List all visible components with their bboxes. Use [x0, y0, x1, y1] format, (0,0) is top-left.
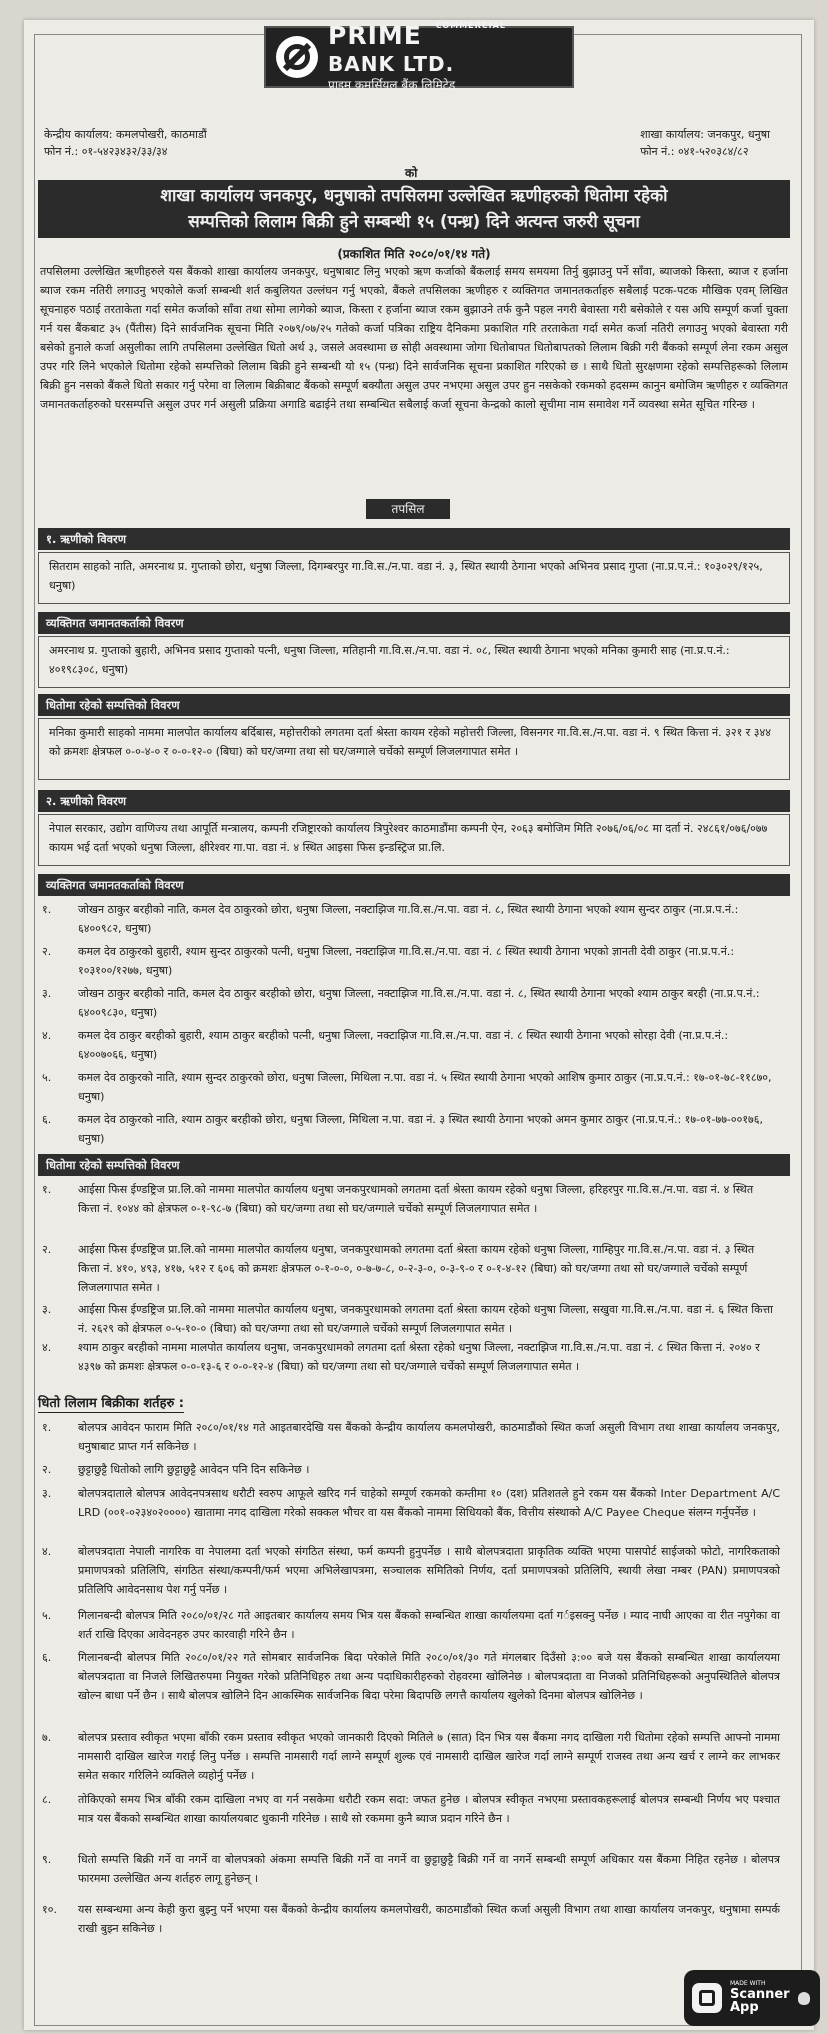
head-office-address: केन्द्रीय कार्यालय: कमलपोखरी, काठमाडौं फोन नं.: ०१-५४२३४३२/३३/३४	[44, 128, 207, 158]
section1-collateral-text: मनिका कुमारी साहको नाममा मालपोत कार्यालय बर्दिबास, महोत्तरीको लगतमा दर्ता श्रेस्ता कायम रहेको महोत्तरी जिल्ला, विसनगर गा.वि.स./न.पा. वडा नं. ९ स्थित कित्ता नं. ३२१ र ३४४ को क्रमशः क्षेत्रफल ०-०-४-० र ०-०-१२-० (बिघा) को घर/जग्गा तथा सो घर/जग्गाले चर्चेको सम्पूर्ण लिजलगापात समेत ।	[38, 718, 790, 780]
badge-made-with: MADE WITH	[730, 1980, 766, 1988]
bank-name-nepali: प्राइम कमर्सियल बैंक लिमिटेड	[328, 77, 456, 92]
section2-borrower-heading: २. ऋणीको विवरण	[38, 790, 790, 812]
branch-office-address: शाखा कार्यालय: जनकपुर, धनुषा फोन नं.: ०४१-५२०३८४/८२	[640, 128, 770, 158]
intro-paragraph: तपसिलमा उल्लेखित ऋणीहरुले यस बैंकको शाखा कार्यालय जनकपुर, धनुषाबाट लिनु भएको ऋण कर्जाको बैंकलाई समय समयमा तिर्नु बुझाउनु पर्ने साँवा, ब्याजको किस्ता, ब्याज र हर्जाना ब्याज रकम नतिरी लगाउनु भएकोले कर्जा सम्बन्धी शर्त कबुलियत उल्लंघन गर्नु भएको, बैंकले तपसिलका ऋणीहरु र व्यक्तिगत जमानतकर्ताहरु सबैलाई पटक-पटक मौखिक एवम् लिखित सूचनाहरु पठाई तरताकेता गर्दा समेत कर्जाको साँवा तथा सोमा लागेको ब्याज, किस्ता र हर्जाना ब्याज रकम बुझाउने तर्फ कुनै पहल नगरी बेवास्ता गरी बसेकोले र यस अघि सम्पूर्ण कर्जा चुक्ता गर्न यस बैंकबाट ३५ (पैंतीस) दिने सार्वजनिक सूचना मिति २०७९/०७/२५ गतेको कर्जा पत्रिका राष्ट्रिय दैनिकमा प्रकाशित गरि तरताकेता गर्दा समेत कर्जा नतिरी लगाउनु भएको बेवास्ता गरी बसेको हुनाले कर्जा असुलीका लागि तपसिलमा उल्लेखित धितो अर्थ ३, जसले अवस्थामा छ सोही अवस्थामा जोगा धितोबापत धितोबापतको लिलाम बिक्री गरी बैंकको सम्पूर्ण लेना रकम असुल उपर गरि लिने भएकोले धितोमा रहेको सम्पत्तिको लिलाम बिक्री हुने सम्बन्धी यो १५ (पन्ध्र) दिने सार्वजनिक सूचना प्रकाशित गरिएको छ । साथै धितो सुरक्षणमा रहेको सम्पत्तिहरूको लिलाम बिक्री हुन नसको बैंकले धितो सकार गर्नु परेमा वा लिलाम बिक्रीबाट बैंकको सम्पूर्ण बक्यौता असुल उपर नभएमा असुल उपर हुन नसकेको रकमको हदसम्म कानुन बमोजिम ऋणीहरु र व्यक्तिगत जमानतकर्ताहरुको घरसम्पत्ति असुल उपर गर्न असुली प्रक्रिया अगाडि बढाईने तथा सम्बन्धित सबैलाई कर्जा सूचना केन्द्रको कालो सूचीमा नाम समावेश गर्ने व्यवस्था समेत सूचित गरिन्छ ।	[40, 265, 788, 411]
notice-title: शाखा कार्यालय जनकपुर, धनुषाको तपसिलमा उल्लेखित ऋणीहरुको धितोमा रहेको सम्पत्तिको लिलाम बिक्री हुने सम्बन्धी १५ (पन्ध्र) दिने अत्यन्त जरुरी सूचना	[38, 180, 790, 238]
bank-name: PRIME $^{COMMERCIAL}$ BANK LTD.	[328, 20, 506, 77]
guarantor-item: ६. कमल देव ठाकुरको नाति, श्याम ठाकुर बरहीको छोरा, धनुषा जिल्ला, मिथिला न.पा. वडा नं. ३ स्थित स्थायी ठेगाना भएको अमन कुमार ठाकुर (ना.प्र.प.नं.: १७-०१-७७-००१७६, धनुषा)	[42, 1113, 763, 1145]
badge-app-name: Scanner	[730, 1986, 790, 2002]
collateral-item: २. आईसा फिस ईण्डष्ट्रिज प्रा.लि.को नाममा मालपोत कार्यालय धनुषा, जनकपुरधामको लगतमा दर्ता श्रेस्ता कायम रहेको धनुषा जिल्ला, गाम्हिपुर गा.वि.स./न.पा. वडा नं. ३ स्थित कित्ता नं. ४१०, ४९३, ४१७, ५१२ र ६०६ को क्रमशः क्षेत्रफल ०-१-०-०, ०-७-७-८, ०-२-३-०, ०-३-९-० र ०-१-४-१२ (बिघा) को घर/जग्गा तथा सो घर/जग्गाले चर्चेको सम्पूर्ण लिजलगापात समेत ।	[42, 1243, 755, 1294]
section1-borrower-text: सितराम साहको नाति, अमरनाथ प्र. गुप्ताको छोरा, धनुषा जिल्ला, दिगम्बरपुर गा.वि.स./न.पा. वडा नं. ३, स्थित स्थायी ठेगाना भएको अभिनव प्रसाद गुप्ता (ना.प्र.प.नं.: १०३०२९/१२५, धनुषा)	[38, 552, 790, 604]
section2-collateral-heading: धितोमा रहेको सम्पत्तिको विवरण	[38, 1154, 790, 1176]
condition-item: ४. बोलपत्रदाता नेपाली नागरिक वा नेपालमा दर्ता भएको संगठित संस्था, फर्म कम्पनी हुनुपर्नेछ । साथै बोलपत्रदाता प्राकृतिक व्यक्ति भएमा पासपोर्ट साईजको फोटो, नागरिकताको प्रमाणपत्रको प्रतिलिपि, संगठित संस्था/कम्पनी/फर्म भएमा अभिलेखापत्रमा, सञ्चालक समितिको निर्णय, दर्ता प्रमाणपत्रको प्रतिलिपि, स्थायी लेखा नम्बर (PAN) प्रमाणपत्रको प्रतिलिपि आवेदनसाथ पेश गर्नु पर्नेछ ।	[42, 1545, 780, 1596]
condition-item: ८. तोकिएको समय भित्र बाँकी रकम दाखिला नभए वा गर्न नसकेमा धरौटी रकम सदा: जफत हुनेछ । बोलपत्र स्वीकृत नभएमा प्रस्तावकहरूलाई बोलपत्र सम्बन्धी निर्णय भए पश्चात मात्र यस बैंकको सम्बन्धित शाखा कार्यालयबाट धुकानी गरिनेछ । साथै सो रकममा कुनै ब्याज प्रदान गरिने छैन ।	[42, 1793, 780, 1825]
badge-app-sub: App	[730, 2000, 759, 2016]
scanner-app-icon	[692, 1983, 722, 2013]
section1-borrower-heading: १. ऋणीको विवरण	[38, 528, 790, 550]
guarantor-item: ५. कमल देव ठाकुरको नाति, श्याम सुन्दर ठाकुरको छोरा, धनुषा जिल्ला, मिथिला न.पा. वडा नं. ५ स्थित स्थायी ठेगाना भएको आशिष कुमार ठाकुर (ना.प्र.प.नं.: १७-०१-७८-११८७०, धनुषा)	[42, 1071, 772, 1103]
condition-item: १०. यस सम्बन्धमा अन्य केही कुरा बुझ्नु पर्ने भएमा यस बैंकको केन्द्रीय कार्यालय कमलपोखरी, काठमाडौंको स्थित कर्जा असुली विभाग तथा शाखा कार्यालय जनकपुर, धनुषामा सम्पर्क राखी बुझ्न सकिनेछ ।	[42, 1903, 780, 1935]
guarantor-item: ४. कमल देव ठाकुर बरहीको बुहारी, श्याम ठाकुर बरहीको पत्नी, धनुषा जिल्ला, नक्टाझिज गा.वि.स./न.पा. वडा नं. ८ स्थित स्थायी ठेगाना भएको सोरहा देवी (ना.प्र.प.नं.: ६४००७०६६, धनुषा)	[42, 1029, 729, 1061]
scanner-app-badge	[684, 1970, 820, 2026]
condition-item: १. बोलपत्र आवेदन फाराम मिति २०८०/०१/१४ गते आइतबारदेखि यस बैंकको केन्द्रीय कार्यालय कमलपोखरी, काठमाडौंको स्थित कर्जा असुली विभाग तथा शाखा कार्यालय जनकपुर, धनुषाबाट प्राप्त गर्न सकिनेछ ।	[42, 1421, 780, 1453]
condition-item: ३. बोलपत्रदाताले बोलपत्र आवेदनपत्रसाथ धरौटी स्वरुप आफूले खरिद गर्न चाहेको सम्पूर्ण रकमको कम्तीमा १० (दश) प्रतिशतले हुने रकम यस बैंकको Inter Department A/C LRD (००१-०२३४०२००००) खातामा नगद दाखिला गरेको सक्कल भौचर वा यस बैंकको नाममा सिधियको बैंक, वित्तीय संस्थाको A/C Payee Cheque संलग्न गर्नुपर्नेछ ।	[42, 1487, 780, 1519]
section1-guarantor-text: अमरनाथ प्र. गुप्ताको बुहारी, अभिनव प्रसाद गुप्ताको पत्नी, धनुषा जिल्ला, मतिहानी गा.वि.स./न.पा. वडा नं. ०८, स्थित स्थायी ठेगाना भएको मनिका कुमारी साह (ना.प्र.प.नं.: ४०१९८३०८, धनुषा)	[38, 636, 790, 688]
section2-borrower-text: नेपाल सरकार, उद्योग वाणिज्य तथा आपूर्ति मन्त्रालय, कम्पनी रजिष्ट्रारको कार्यालय त्रिपुरेश्वर काठमाडौंमा कम्पनी ऐन, २०६३ बमोजिम मिति २०७६/०६/०८ मा दर्ता नं. २४८६१/०७६/०७७ कायम भई दर्ता भएको धनुषा जिल्ला, क्षीरेश्वर गा.पा. वडा नं. ४ स्थित आइसा फिस इन्डस्ट्रिज प्रा.लि.	[38, 814, 790, 866]
publication-date: (प्रकाशित मिति २०८०/०१/१४ गते)	[337, 247, 491, 261]
conditions-heading: धितो लिलाम बिक्रीका शर्तहरु :	[38, 1393, 184, 1413]
section1-collateral-heading: धितोमा रहेको सम्पत्तिको विवरण	[38, 694, 790, 716]
schedule-heading: तपसिल	[366, 499, 450, 519]
collateral-item: १. आईसा फिस ईण्डष्ट्रिज प्रा.लि.को नाममा मालपोत कार्यालय धनुषा जनकपुरधामको लगतमा दर्ता श्रेस्ता कायम रहेको धनुषा जिल्ला, हरिहरपुर गा.वि.स./न.पा. वडा नं. ४ स्थित कित्ता नं. १०४४ को क्षेत्रफल ०-१-९८-७ (बिघा) को घर/जग्गा तथा सो घर/जग्गाले चर्चेको सम्पूर्ण लिजलगापात समेत ।	[42, 1183, 754, 1215]
guarantor-item: ३. जोखन ठाकुर बरहीको नाति, कमल देव ठाकुर बरहीको छोरा, धनुषा जिल्ला, नक्टाझिज गा.वि.स./न.पा. वडा नं. ८, स्थित स्थायी ठेगाना भएको श्याम ठाकुर बरही (ना.प्र.प.नं.: ६४००९८३०, धनुषा)	[42, 987, 760, 1019]
bank-logo	[264, 20, 574, 92]
collateral-item: ४. श्याम ठाकुर बरहीको नाममा मालपोत कार्यालय धनुषा, जनकपुरधामको लगतमा दर्ता श्रेस्ता रहेको धनुषा जिल्ला, नक्टाझिज गा.वि.स./न.पा. वडा नं. ८ स्थित कित्ता नं. २०४० र ४३९७ को क्रमशः क्षेत्रफल ०-०-१३-६ र ०-०-१२-४ (बिघा) को घर/जग्गा तथा सो घर/जग्गाले चर्चेको सम्पूर्ण लिजलगापात समेत ।	[42, 1341, 760, 1373]
guarantor-item: १. जोखन ठाकुर बरहीको नाति, कमल देव ठाकुरको छोरा, धनुषा जिल्ला, नक्टाझिज गा.वि.स./न.पा. वडा नं. ८, स्थित स्थायी ठेगाना भएको श्याम सुन्दर ठाकुर (ना.प्र.प.नं.: ६४००९८२, धनुषा)	[42, 903, 739, 935]
apple-icon	[798, 1992, 810, 2005]
condition-item: ५. गिलानबन्दी बोलपत्र मिति २०८०/०१/२८ गते आइतबार कार्यालय समय भित्र यस बैंकको सम्बन्धित शाखा कार्यालयमा दर्ता गर्इसक्नु पर्नेछ । म्याद नाघी आएका वा रीत नपुगेका वा शर्त राखि दिएका आवेदनहरु उपर कारवाही गरिने छैन ।	[42, 1609, 780, 1641]
condition-item: ७. बोलपत्र प्रस्ताव स्वीकृत भएमा बाँकी रकम प्रस्ताव स्वीकृत भएको जानकारी दिएको मितिले ७ (सात) दिन भित्र यस बैंकमा नगद दाखिला गरी धितोमा रहेको सम्पत्ति आफ्नो नाममा नामसारी दाखिल खारेज गराई लिनु पर्नेछ । सम्पत्ति नामसारी गर्दा लाग्ने सम्पूर्ण शुल्क एवं नामसारी दाखिल खारेज गर्दा लाग्ने सम्पूर्ण राजस्व तथा अन्य खर्च र लाग्ने कर लाभकर समेत सकार गरिलिने व्यक्तिले व्यहोर्नु पर्नेछ ।	[42, 1731, 780, 1782]
condition-item: ९. धितो सम्पत्ति बिक्री गर्ने वा नगर्ने वा बोलपत्रको अंकमा सम्पत्ति बिक्री गर्ने वा नगर्ने वा छुट्टाछुट्टै बिक्री गर्ने वा नगर्ने सम्बन्धी सम्पूर्ण अधिकार यस बैंकमा निहित रहनेछ । बोलपत्र फारममा उल्लेखित अन्य शर्तहरु लागू हुनेछन् ।	[42, 1853, 780, 1885]
connector-word: को	[405, 166, 418, 180]
guarantor-item: २. कमल देव ठाकुरको बुहारी, श्याम सुन्दर ठाकुरको पत्नी, धनुषा जिल्ला, नक्टाझिज गा.वि.स./न.पा. वडा नं. ८ स्थित स्थायी ठेगाना भएको ज्ञानती देवी ठाकुर (ना.प्र.प.नं.: १०३१००/१२७७, धनुषा)	[42, 945, 735, 977]
section1-guarantor-heading: व्यक्तिगत जमानतकर्ताको विवरण	[38, 612, 790, 634]
bank-logo-icon	[276, 36, 318, 78]
collateral-item: ३. आईसा फिस ईण्डष्ट्रिज प्रा.लि.को नाममा मालपोत कार्यालय धनुषा, जनकपुरधामको लगतमा दर्ता श्रेस्ता कायम रहेको धनुषा जिल्ला, सखुवा गा.वि.स./न.पा. वडा नं. ६ स्थित कित्ता नं. २६२९ को क्षेत्रफल ०-५-१०-० (बिघा) को घर/जग्गा तथा सो घर/जग्गाले चर्चेको सम्पूर्ण लिजलगापात समेत ।	[42, 1303, 773, 1335]
condition-item: ६. गिलानबन्दी बोलपत्र मिति २०८०/०१/२२ गते सोमबार सार्वजनिक बिदा परेकोले मिति २०८०/०१/३० गते मंगलबार दिउँसो ३:०० बजे यस बैंकको सम्बन्धित शाखा कार्यालयमा बोलपत्रदाता वा निजले लिखितरुपमा नियुक्त गरेको प्रतिनिधिहरु तथा अन्य पदाधिकारीहरुको रोहवरमा खोलिनेछ । बोलपत्रदाता वा निजको प्रतिनिधिहरूको अनुपस्थितिले बोलपत्र खोल्न बाधा पर्ने छैन । साथै बोलपत्र खोलिने दिन आकस्मिक सार्वजनिक बिदा परेमा बिदापछि लगत्तै कार्यालय खुलेको दिनमा बोलपत्र खोलिनेछ ।	[42, 1651, 780, 1702]
condition-item: २. छुट्टाछुट्टै धितोको लागि छुट्टाछुट्टै आवेदन पनि दिन सकिनेछ ।	[42, 1463, 310, 1476]
section2-guarantor-heading: व्यक्तिगत जमानतकर्ताको विवरण	[38, 874, 790, 896]
